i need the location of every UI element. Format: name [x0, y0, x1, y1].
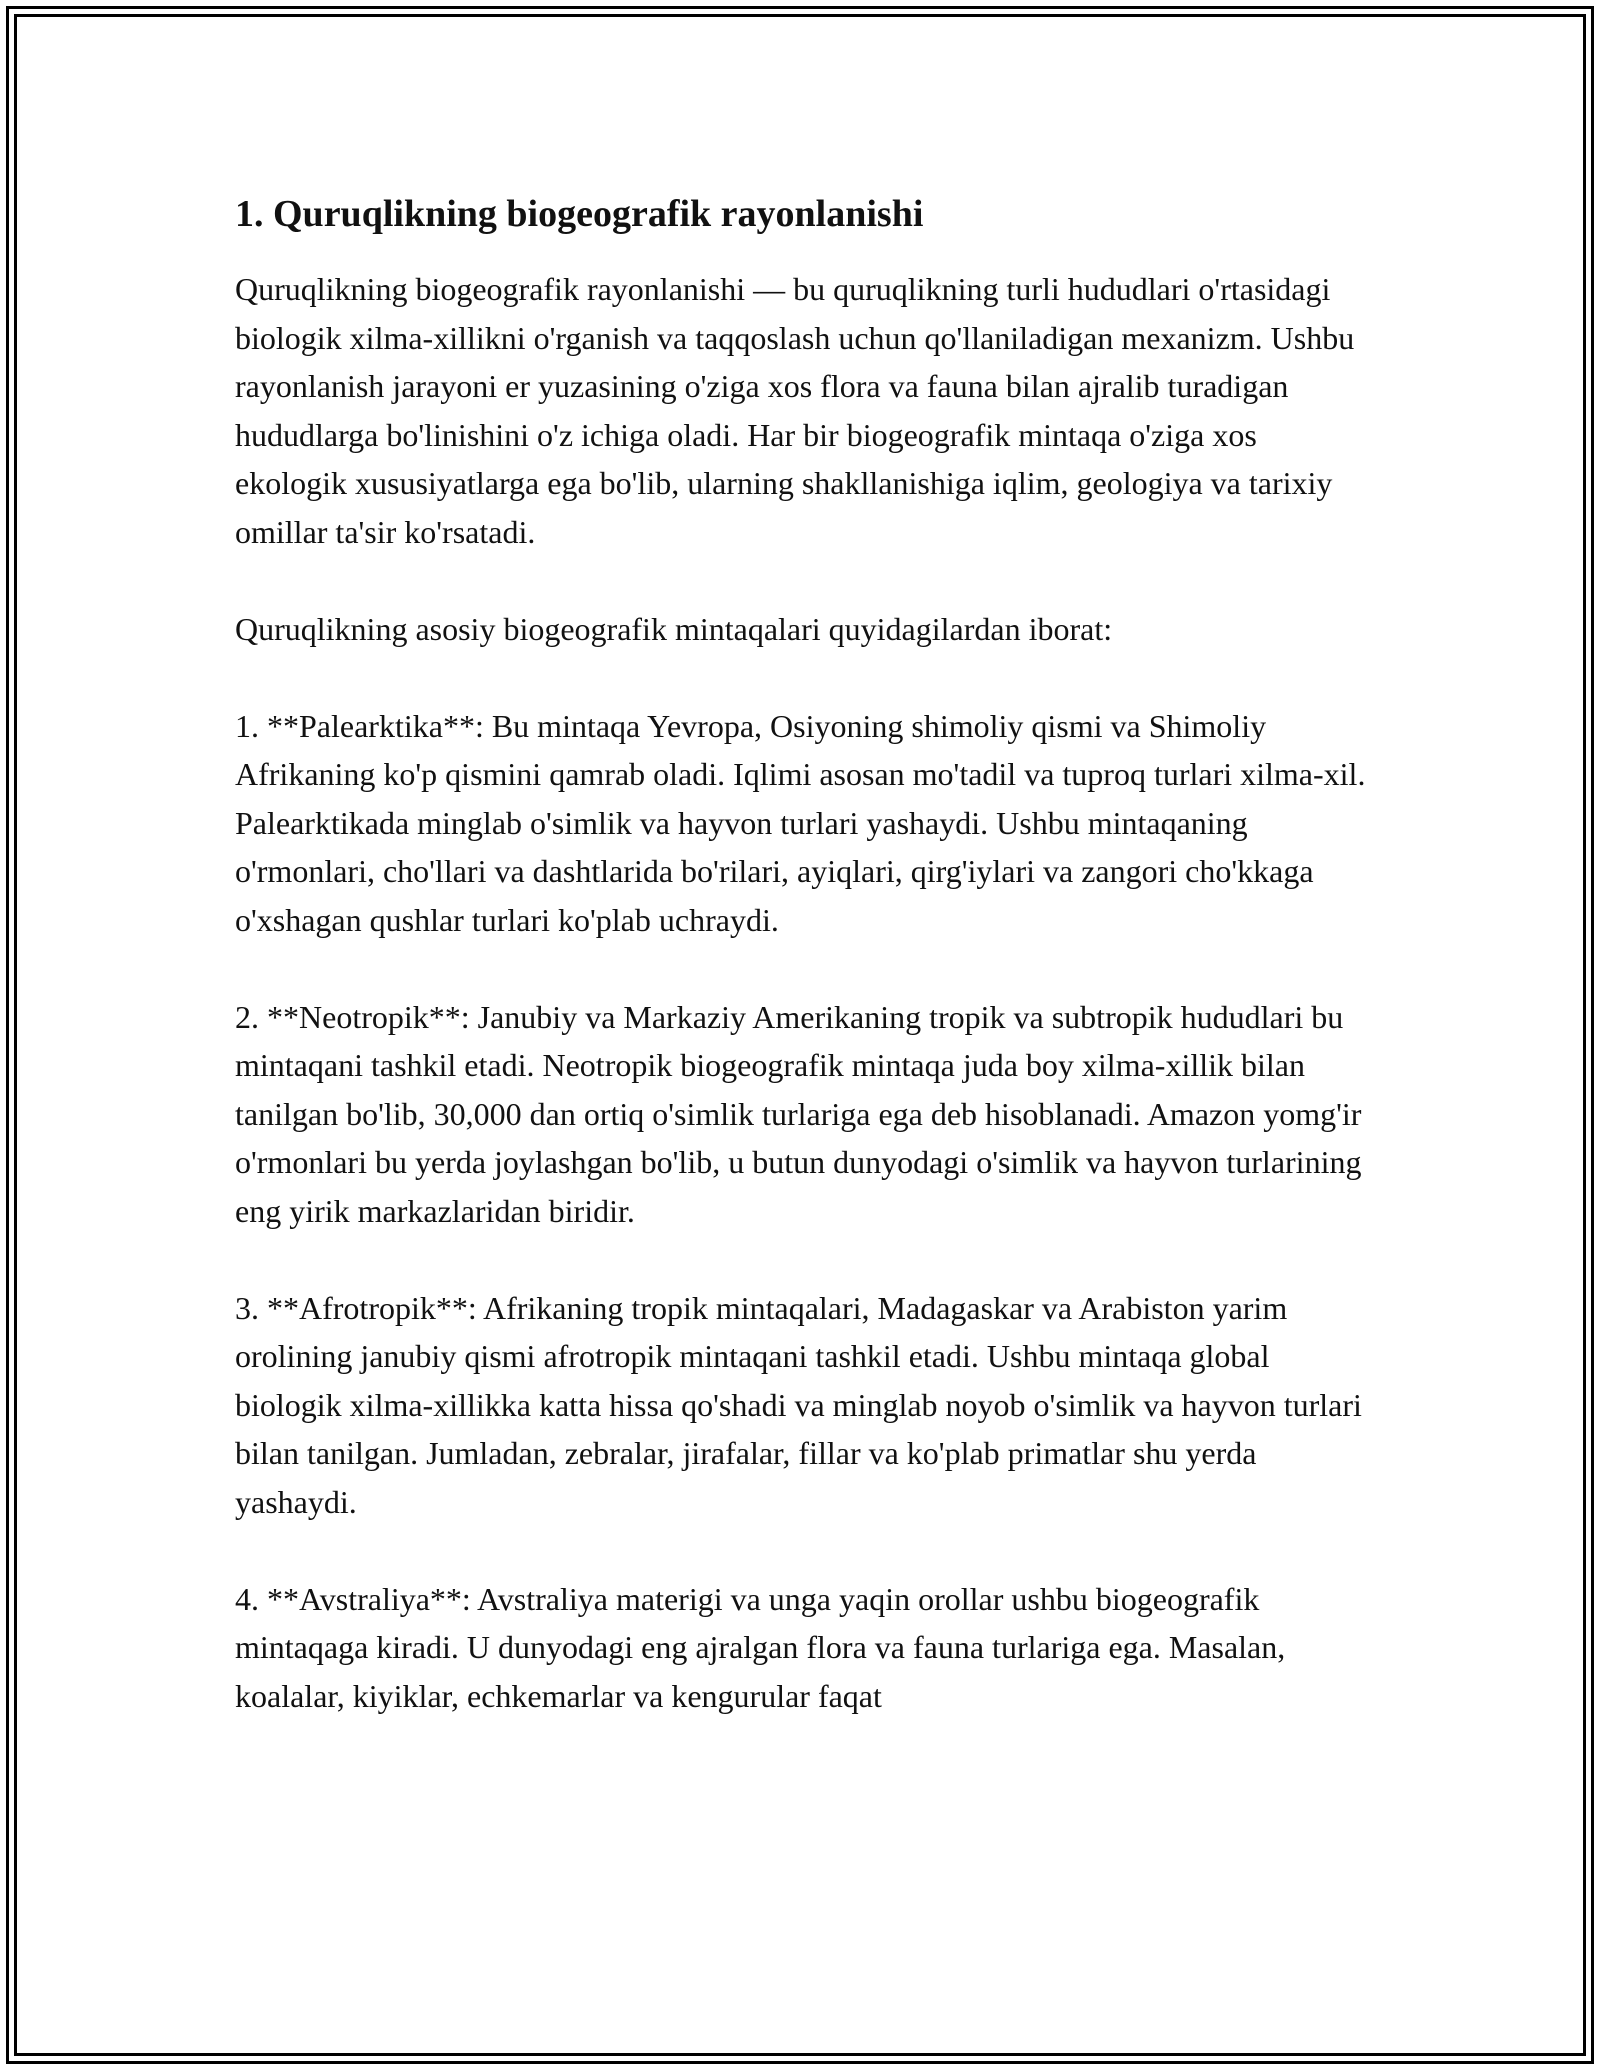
paragraph-list-intro: Quruqlikning asosiy biogeografik mintaqalari quyidagilardan iborat:	[235, 610, 1113, 647]
document-title: 1. Quruqlikning biogeografik rayonlanishi	[235, 193, 924, 235]
paragraph-neotropic: 2. **Neotropik**: Janubiy va Markaziy Amerikaning tropik va subtropik hududlari bu mintaqani tashkil etadi. Neotropik biogeografik mintaqa juda boy xilma-xillik bilan tanilgan bo'lib, 30,000 dan ortiq o'simlik turlariga ega deb hisoblanadi. Amazon yomg'ir o'rmonlari bu yerda joylashgan bo'lib, u butun dunyodagi o'simlik va hayvon turlarining eng yirik markazlaridan biridir.	[235, 998, 1362, 1229]
paragraph-intro: Quruqlikning biogeografik rayonlanishi — bu quruqlikning turli hududlari o'rtasidagi biologik xilma-xillikni o'rganish va taqqoslash uchun qo'llaniladigan mexanizm. Ushbu rayonlanish jarayoni er yuzasining o'ziga xos flora va fauna bilan ajralib turadigan hududlarga bo'linishini o'z ichiga oladi. Har bir biogeografik mintaqa o'ziga xos ekologik xususiyatlarga ega bo'lib, ularning shakllanishiga iqlim, geologiya va tarixiy omillar ta'sir ko'rsatadi.	[235, 271, 1355, 550]
paragraph-palearctic: 1. **Palearktika**: Bu mintaqa Yevropa, Osiyoning shimoliy qismi va Shimoliy Afrikaning ko'p qismini qamrab oladi. Iqlimi asosan mo'tadil va tuproq turlari xilma-xil. Palearktikada minglab o'simlik va hayvon turlari yashaydi. Ushbu mintaqaning o'rmonlari, cho'llari va dashtlarida bo'rilari, ayiqlari, qirg'iylari va zangori cho'kkaga o'xshagan qushlar turlari ko'plab uchraydi.	[235, 707, 1366, 938]
paragraph-afrotropic: 3. **Afrotropik**: Afrikaning tropik mintaqalari, Madagaskar va Arabiston yarim orolining janubiy qismi afrotropik mintaqani tashkil etadi. Ushbu mintaqa global biologik xilma-xillikka katta hissa qo'shadi va minglab noyob o'simlik va hayvon turlari bilan tanilgan. Jumladan, zebralar, jirafalar, fillar va ko'plab primatlar shu yerda yashaydi.	[235, 1289, 1362, 1520]
document-page	[235, 180, 1375, 1769]
paragraph-australia: 4. **Avstraliya**: Avstraliya materigi va unga yaqin orollar ushbu biogeografik mintaqaga kiradi. U dunyodagi eng ajralgan flora va fauna turlariga ega. Masalan, koalalar, kiyiklar, echkemarlar va kengurular faqat	[235, 1580, 1286, 1714]
